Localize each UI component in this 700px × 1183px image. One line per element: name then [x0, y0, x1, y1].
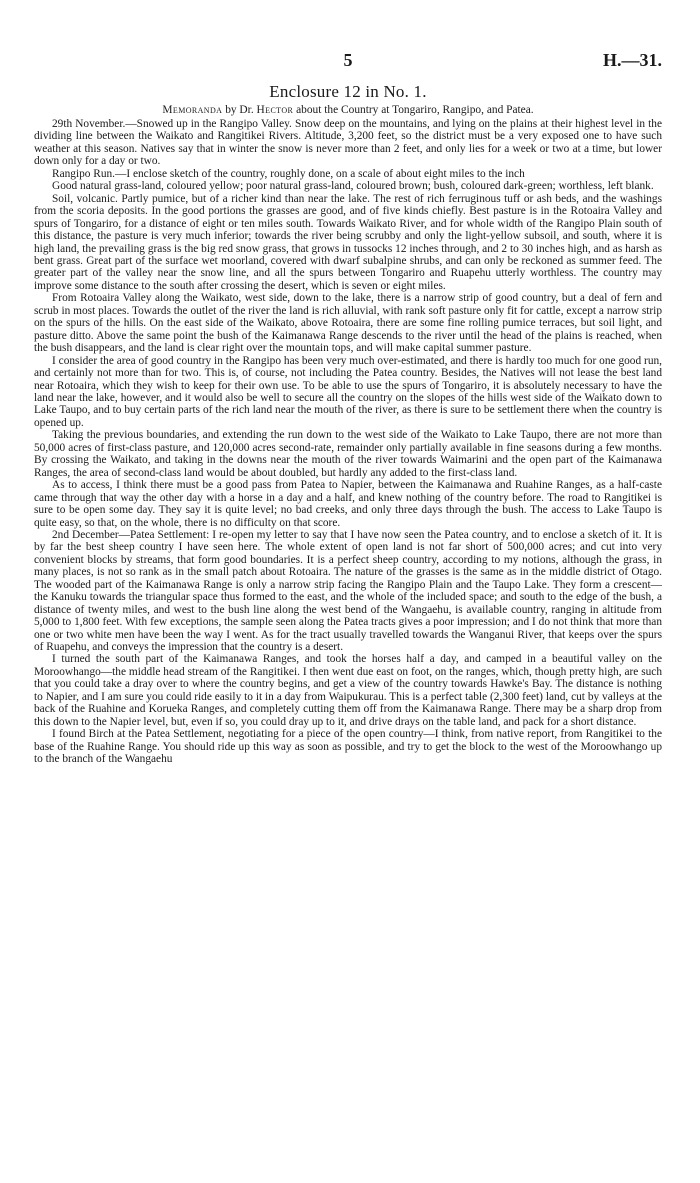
- paragraph: 29th November.—Snowed up in the Rangipo Valley. Snow deep on the mountains, and lying on the plains at their highest level in the dividing line between the Waikato and Rangitikei Rivers. Altitude, 3,200 feet, so the district must be a very exposed one to have such weather at this season. Natives say that in winter the snow is never more than 2 feet, and only lies for a week or two at a time, but lower down only for a day or two.: [34, 118, 662, 168]
- page-number: 5: [343, 50, 353, 70]
- document-reference: H.—31.: [602, 50, 662, 70]
- page-header: [34, 50, 662, 72]
- memo-author: Hector: [256, 104, 294, 116]
- enclosure-title: Enclosure 12 in No. 1.: [269, 82, 427, 101]
- memo-body: [34, 118, 662, 766]
- memo-by: by Dr.: [225, 104, 254, 116]
- memo-label: Memoranda: [162, 104, 223, 116]
- memo-subject: about the Country at Tongariro, Rangipo, and Patea.: [296, 104, 534, 116]
- paragraph: Soil, volcanic. Partly pumice, but of a richer kind than near the lake. The rest of rich ferruginous tuff or ash beds, and the washings from the scoria deposits. In the good portions the grasses are good, and of five kinds chiefly. Best pasture is in the Rotoaira Valley and spurs of Tongariro, for a distance of eight or ten miles south. Towards Waikato River, and for whole width of the Rangipo Plain south of this distance, the pasture is very much inferior; towards the river being scrubby and only the light-yellow subsoil, and south, where it is high land, the prevailing grass is the big red snow grass, that grows in tussocks 12 inches through, and 2 to 30 inches high, and as harsh as bent grass. Great part of the surface wet moorland, covered with dwarf subalpine shrubs, and can only be reckoned as summer feed. The greater part of the valley near the snow line, and all the spurs between Tongariro and Ruapehu utterly worthless. The country may improve some distance to the south after crossing the desert, which is seven or eight miles.: [34, 192, 662, 292]
- paragraph: I found Birch at the Patea Settlement, negotiating for a piece of the open country—I think, from native report, from Rangitikei to the base of the Ruahine Range. You should ride up this way as soon as possible, and try to get the block to the west of the Moroowhango up to the branch of the Wangaehu: [34, 728, 662, 766]
- paragraph: Rangipo Run.—I enclose sketch of the country, roughly done, on a scale of about eight miles to the inch: [52, 167, 525, 180]
- paragraph: From Rotoaira Valley along the Waikato, west side, down to the lake, there is a narrow strip of good country, but a deal of fern and scrub in most places. Towards the outlet of the river the land is rich alluvial, with rank soft pasture only fit for cattle, except a narrow strip on the spurs of the hills. On the east side of the Waikato, above Rotoaira, there are some fine rolling pumice terraces, but soil light, and pasture ditto. Above the same point the bush of the Kaimanawa Range descends to the river until the head of the plains is reached, when the bush disappears, and the land is clear right over the mountain tops, and will make capital summer pasture.: [34, 292, 662, 355]
- paragraph: Good natural grass-land, coloured yellow; poor natural grass-land, coloured brown; bush, coloured dark-green; worthless, left blank.: [52, 180, 654, 193]
- paragraph: I turned the south part of the Kaimanawa Ranges, and took the horses half a day, and camped in a beautiful valley on the Moroowhango—the middle head stream of the Rangitikei. I then went due east on foot, on the ranges, which, though pretty high, are such that you could take a dray over to where the country begins, and get a view of the country towards Hawke's Bay. The distance is nothing to Napier, and I am sure you could ride easily to it in a day from Waipukurau. This is a perfect table (2,300 feet) land, cut by valleys at the back of the Ruahine and Korueka Ranges, and completely cutting them off from the Kaimanawa Range. There may be a sharp drop from this down to the Napier level, but, even if so, you could dray up to it, and drive drays on the table land, and pack for a short distance.: [34, 653, 662, 728]
- memo-heading: [34, 104, 662, 116]
- paragraph: 2nd December—Patea Settlement: I re-open my letter to say that I have now seen the Patea country, and to enclose a sketch of it. It is by far the best sheep country I have seen here. The whole extent of open land is not far short of 500,000 acres; and cut into very convenient blocks by streams, that form good boundaries. It is a perfect sheep country, according to my notions, although the grass, in many places, is not so rank as in the small patch about Rotoaira. The nature of the grasses is the same as in the middle district of Otago. The wooded part of the Kaimanawa Range is only a narrow strip facing the Rangipo Plain and the Taupo Lake. They form a crescent—the Kanuku towards the triangular space thus formed to the east, and the whole of the included space; and south to the edge of the bush, a distance of twenty miles, and west to the bush line along the west bend of the Wangaehu, is available country, ranging in altitude from 5,000 to 1,800 feet. With few exceptions, the sample seen along the Patea tracts gives a poor impression; and I do not think that more than one or two white men have been the way I went. As for the tract usually travelled towards the Wanganui River, that keeps over the spurs of Ruapehu, and conveys the impression that the country is a desert.: [34, 528, 662, 654]
- paragraph: Taking the previous boundaries, and extending the run down to the west side of the Waikato to Lake Taupo, there are not more than 50,000 acres of first-class pasture, and 120,000 acres second-rate, remainder only partially available in fine seasons during a few months. By crossing the Waikato, and taking in the downs near the mouth of the river towards Waimarini and the open part of the Kaimanawa Ranges, the area of second-class land would be about doubled, but hardly any added to the first-class land.: [34, 429, 662, 479]
- paragraph: As to access, I think there must be a good pass from Patea to Napier, between the Kaimanawa and Ruahine Ranges, as a half-caste came through that way the other day with a horse in a day and a half, and knew nothing of the country before. The road to Rangitikei is sure to be open some day. They say it is quite level; no bad creeks, and only three days through the bush. The access to Lake Taupo is quite easy, so that, on the whole, there is no difficulty on that score.: [34, 479, 662, 529]
- paragraph: I consider the area of good country in the Rangipo has been very much over-estimated, and there is hardly too much for one good run, and certainly not more than for two. This is, of course, not including the Patea country. Besides, the Natives will not lease the best land near Rotoaira, which they wish to keep for their own use. To be able to use the spurs of Tongariro, it is absolutely necessary to have the land near the lake, however, and it would also be well to secure all the country on the slopes of the hills west side of the Waikato down to Lake Taupo, and to buy certain parts of the rich land near the mouth of the river, as there is sure to be settlement there when the country is opened up.: [34, 354, 662, 429]
